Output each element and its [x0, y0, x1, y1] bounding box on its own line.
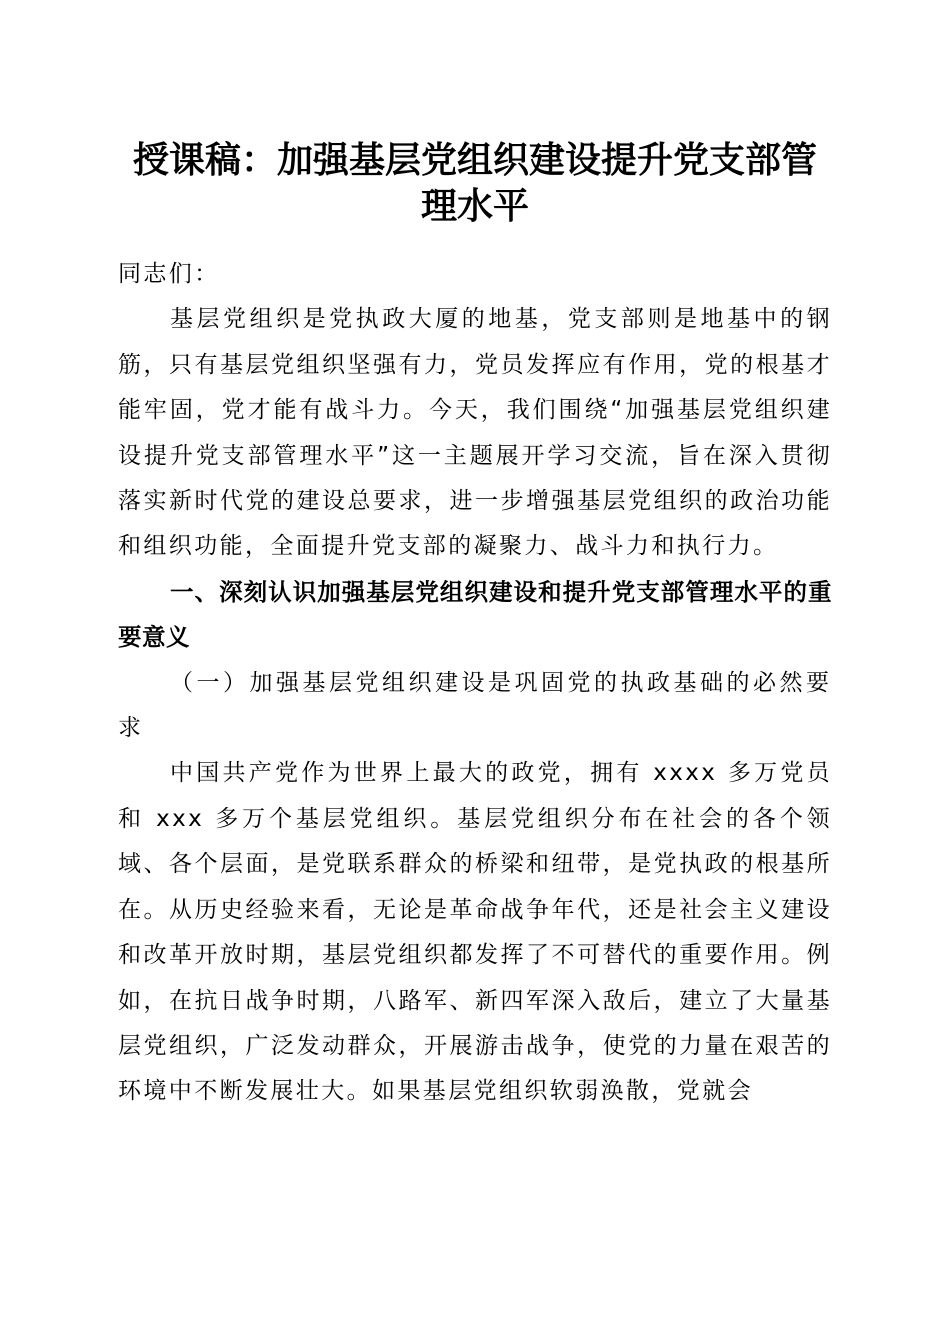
salutation: 同志们：	[118, 261, 220, 287]
document-body	[118, 252, 832, 1115]
section-heading-1: 一、深刻认识加强基层党组织建设和提升党支部管理水平的重要意义	[118, 577, 832, 652]
subsection-heading-1: （一）加强基层党组织建设是巩固党的执政基础的必然要求	[118, 669, 832, 742]
body-paragraph: 中国共产党作为世界上最大的政党，拥有 xxxx 多万党员和 xxx 多万个基层党组织。基层党组织分布在社会的各个领域、各个层面，是党联系群众的桥梁和纽带，是党执政的根基所在。从历史经验来看，无论是革命战争年代，还是社会主义建设和改革开放时期，基层党组织都发挥了不可替代的重要作用。例如，在抗日战争时期，八路军、新四军深入敌后，建立了大量基层党组织，广泛发动群众，开展游击战争，使党的力量在艰苦的环境中不断发展壮大。如果基层党组织软弱涣散，党就会	[118, 760, 832, 1105]
intro-paragraph: 基层党组织是党执政大厦的地基，党支部则是地基中的钢筋，只有基层党组织坚强有力，党员发挥应有作用，党的根基才能牢固，党才能有战斗力。今天，我们围绕“加强基层党组织建设提升党支部管理水平”这一主题展开学习交流，旨在深入贯彻落实新时代党的建设总要求，进一步增强基层党组织的政治功能和组织功能，全面提升党支部的凝聚力、战斗力和执行力。	[118, 306, 832, 560]
document-title: 授课稿：加强基层党组织建设提升党支部管理水平	[132, 139, 817, 227]
